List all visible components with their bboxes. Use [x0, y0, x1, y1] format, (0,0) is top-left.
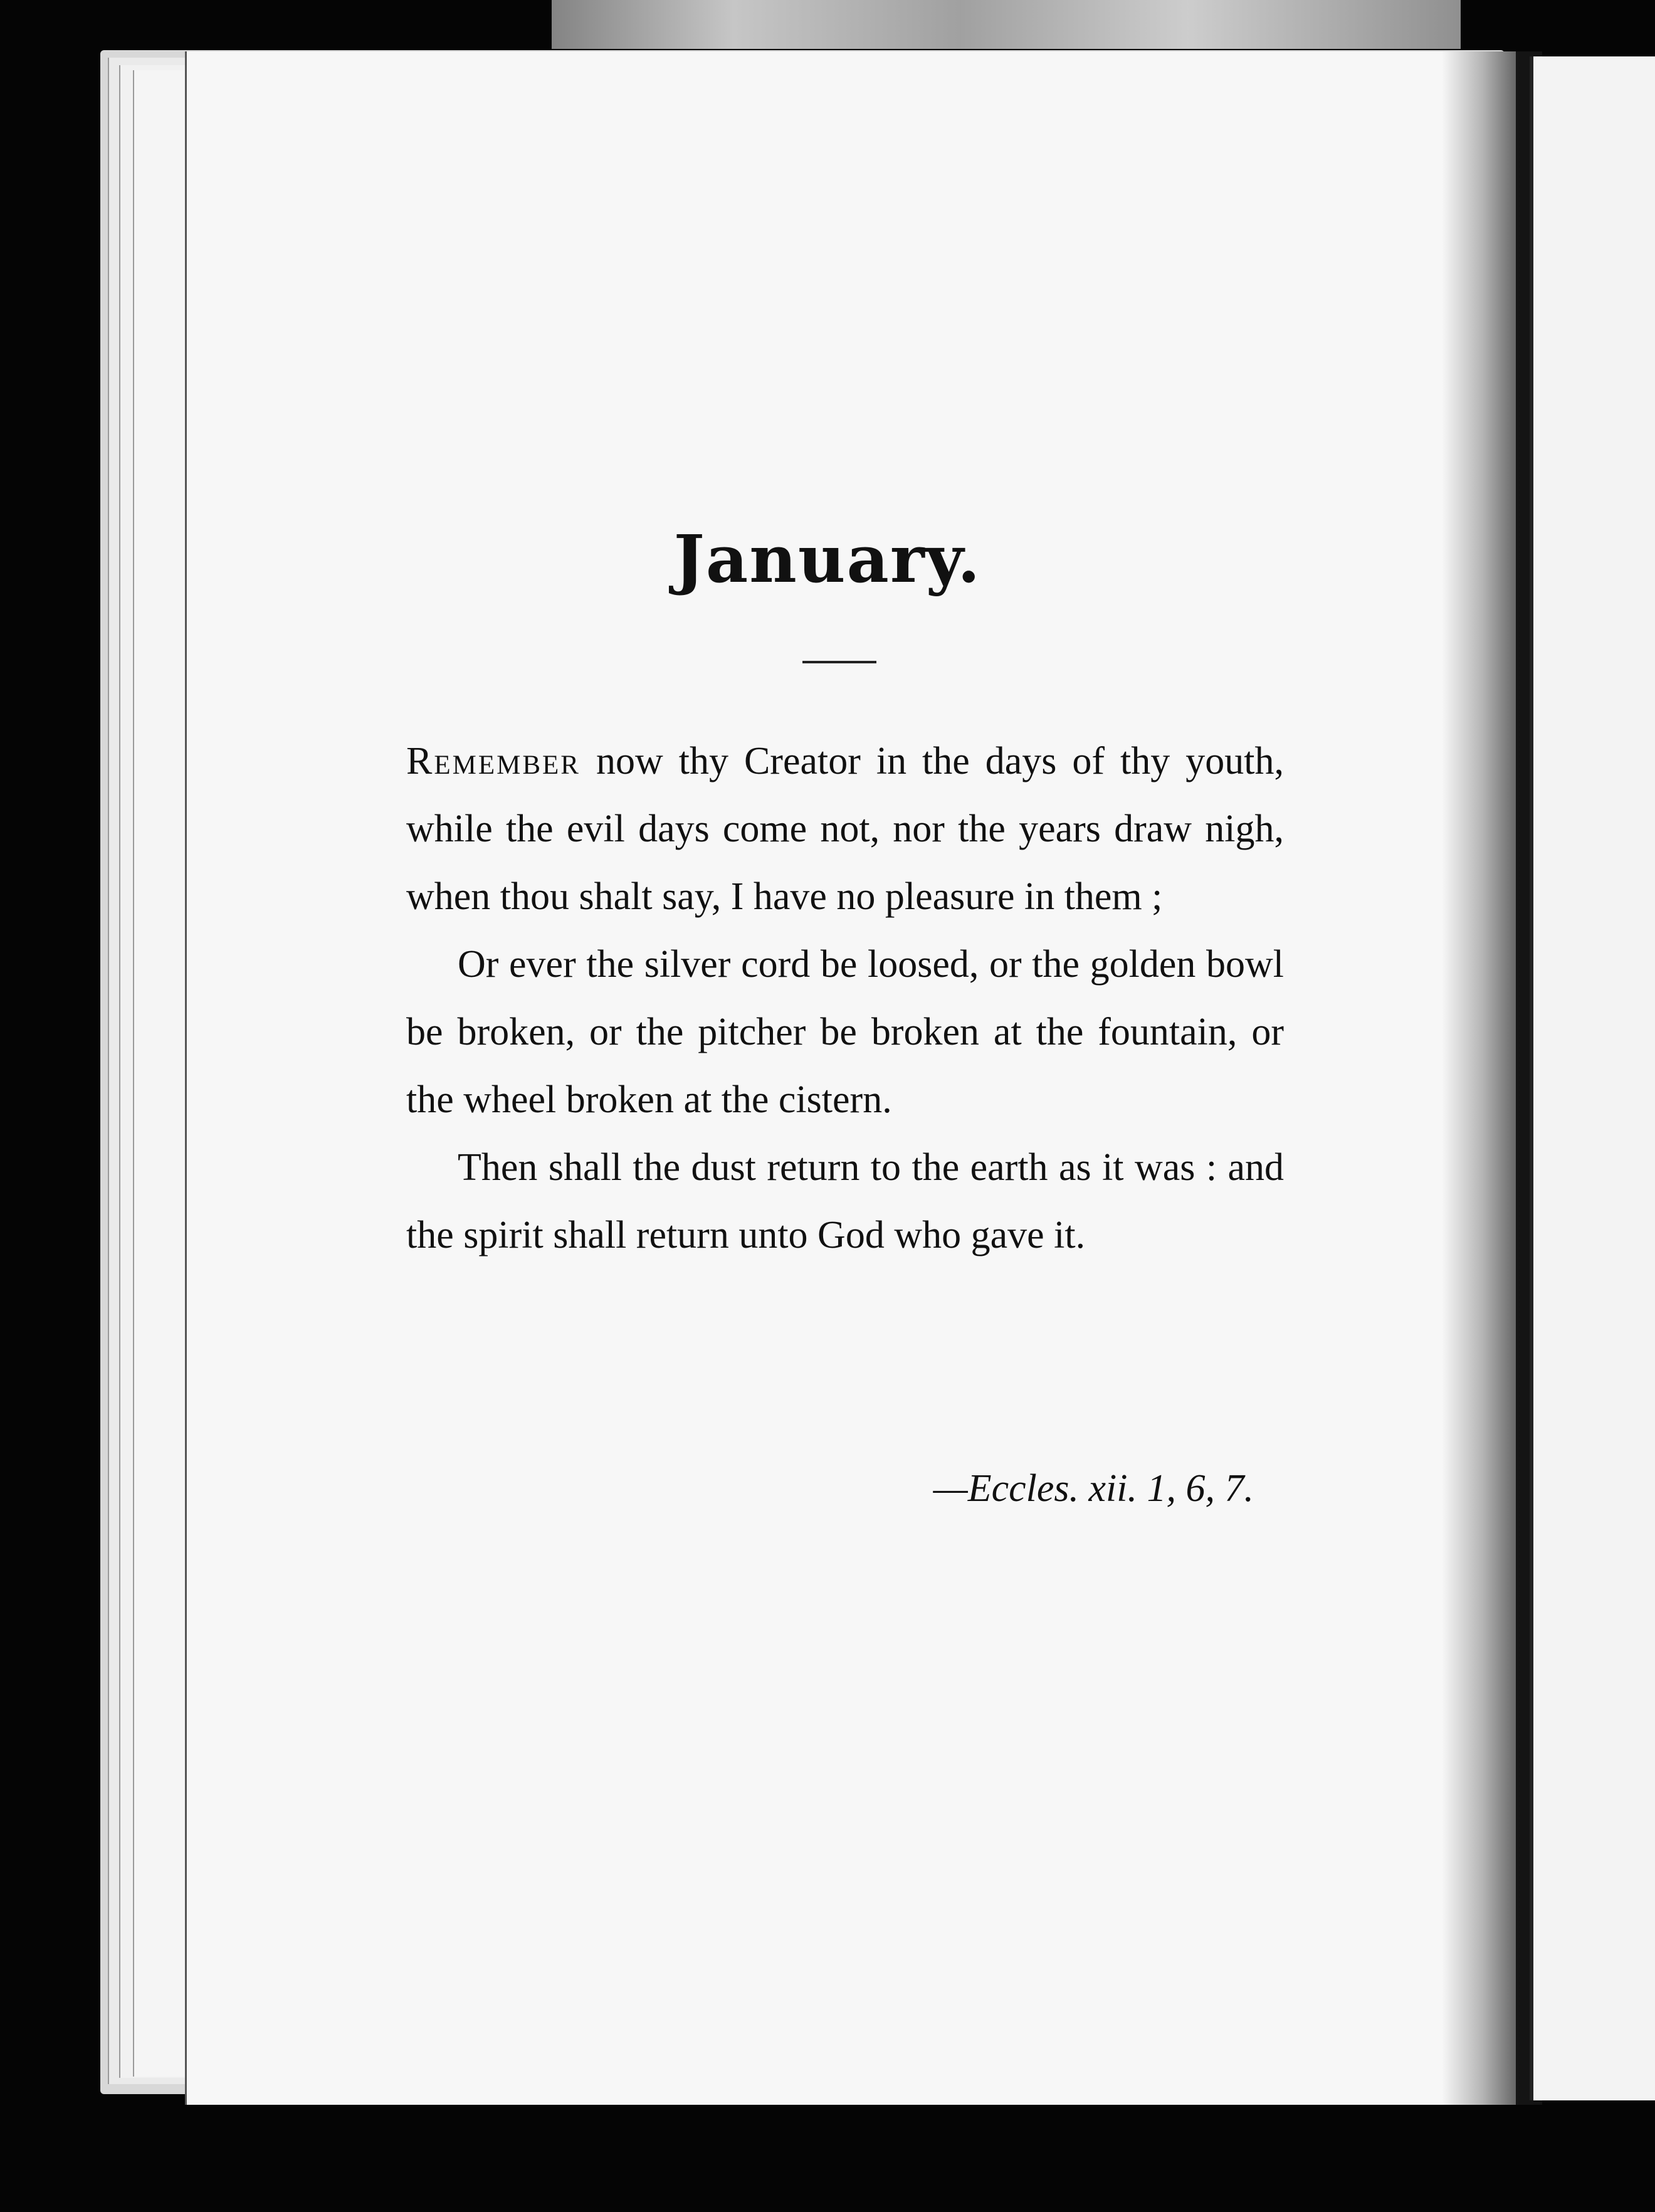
- paragraph-1-text: now thy Creator in the days of thy youth, while the evil days come not, nor the years draw nigh, when thou shalt say, I have no pleasure in them ;: [406, 740, 1284, 918]
- lead-word: Remember: [406, 740, 581, 782]
- page-title: January.: [673, 520, 982, 598]
- citation: —Eccles. xii. 1, 6, 7.: [933, 1467, 1254, 1510]
- scripture-text: [406, 727, 1284, 1269]
- paragraph-3: Then shall the dust return to the earth as it was : and the spirit shall return unto God who gave it.: [406, 1146, 1284, 1256]
- paragraph-1: [406, 727, 1284, 930]
- title-rule: [802, 661, 876, 663]
- paragraph-2: Or ever the silver cord be loosed, or the golden bowl be broken, or the pitcher be broken at the fountain, or the wheel broken at the cistern.: [406, 943, 1284, 1121]
